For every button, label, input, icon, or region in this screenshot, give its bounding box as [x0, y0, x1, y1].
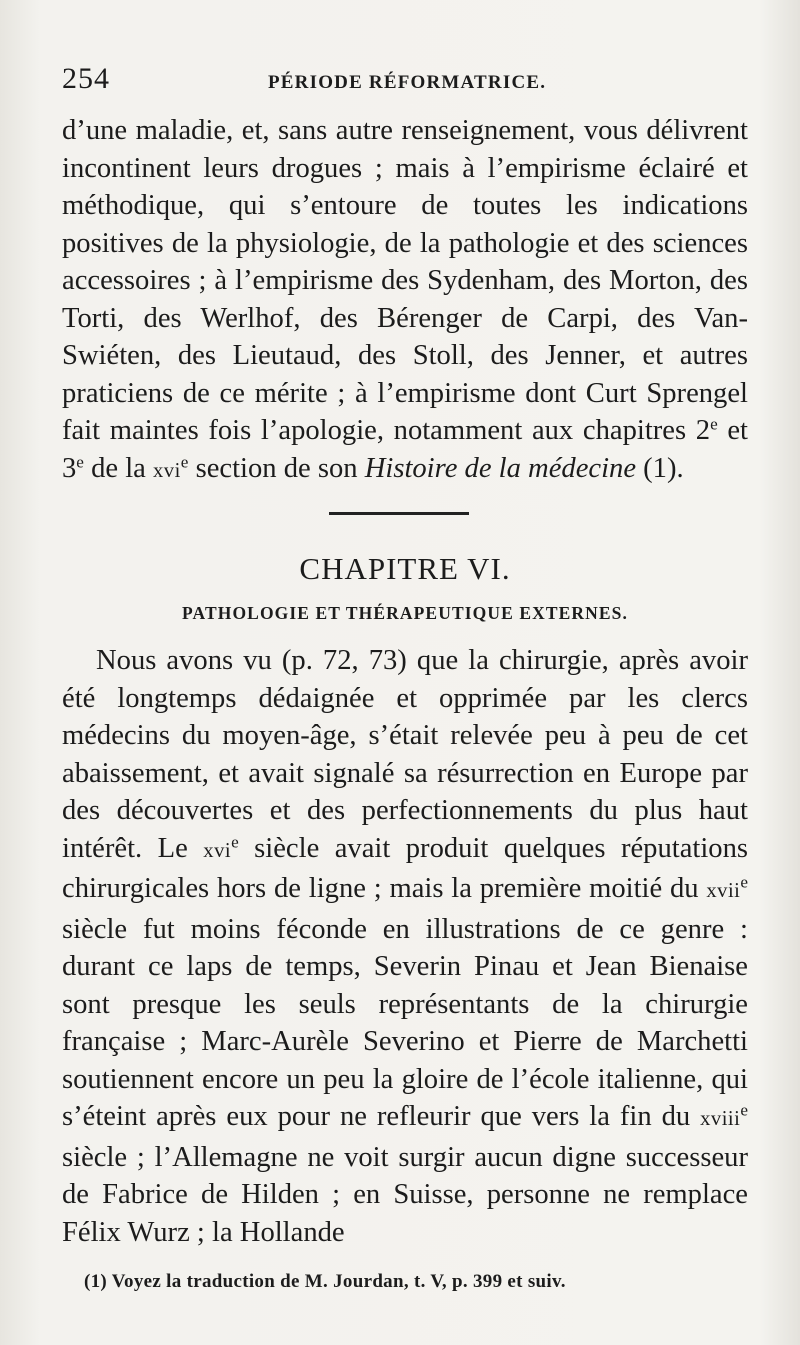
text-run: siècle ; l’Allemagne ne voit surgir aucun digne successeur de Fabrice de Hilden ; en Suisse, personne ne remplace Félix Wurz ; la Hollande: [62, 1141, 748, 1248]
superscript: e: [76, 452, 84, 472]
text-run: de la: [83, 452, 153, 484]
section-divider: [329, 512, 469, 515]
century-numeral: xvi: [153, 459, 181, 482]
main-paragraph: [62, 642, 748, 1251]
book-title: Histoire de la médecine: [364, 452, 637, 484]
century-numeral: xviii: [700, 1108, 741, 1130]
century-numeral: xvii: [706, 880, 741, 902]
superscript: e: [231, 832, 239, 852]
footnote-reference: (1).: [636, 452, 684, 484]
superscript: e: [710, 414, 718, 434]
text-run: siècle fut moins féconde en illustrations de ce genre : durant ce laps de temps, Severin Pinau et Jean Bienaise sont presque les seuls représentants de la chirurgie française ; Marc-Aurèle Severino et Pierre de Marchetti soutiennent encore un peu la gloire de l’école italienne, qui s’éteint après eux pour ne refleurir que vers la fin du: [62, 913, 748, 1132]
superscript: e: [740, 1100, 748, 1120]
page-header: [62, 62, 748, 106]
century-numeral: xvi: [203, 839, 232, 862]
footnote: (1) Voyez la traduction de M. Jourdan, t. V, p. 399 et suiv.: [84, 1271, 566, 1292]
chapter-subtitle: PATHOLOGIE ET THÉRAPEUTIQUE EXTERNES.: [182, 603, 628, 623]
page-number: 254: [62, 62, 110, 95]
superscript: e: [740, 872, 748, 892]
running-head: PÉRIODE RÉFORMATRICE.: [268, 72, 547, 93]
text-run: Nous avons vu (p. 72, 73) que la chirurgie, après avoir été longtemps dédaignée et opprimée par les clercs médecins du moyen-âge, s’était relevée peu à peu de cet abaissement, et avait signalé sa résurrection en Europe par des découvertes et des perfectionnements du plus haut intérêt. Le: [62, 645, 748, 864]
text-run: d’une maladie, et, sans autre renseignement, vous délivrent incontinent leurs drogues ; mais à l’empirisme éclairé et méthodique, qui s’entoure de toutes les indications positives de la physiologie, de la pathologie et des sciences accessoires ; à l’empirisme des Sydenham, des Morton, des Torti, des Werlhof, des Bérenger de Carpi, des Van-Swiéten, des Lieutaud, des Stoll, des Jenner, et autres praticiens de ce mérite ; à l’empirisme dont Curt Sprengel fait maintes fois l’apologie, notamment aux chapitres 2: [62, 115, 748, 446]
text-run: siècle avait produit quelques réputations chirurgicales hors de ligne ; mais la première moitié du: [62, 832, 748, 904]
superscript: e: [180, 452, 189, 472]
chapter-title: CHAPITRE VI.: [299, 551, 511, 586]
text-run: et 3: [62, 415, 748, 484]
continued-paragraph: [62, 112, 748, 490]
text-run: section de son: [188, 452, 365, 484]
